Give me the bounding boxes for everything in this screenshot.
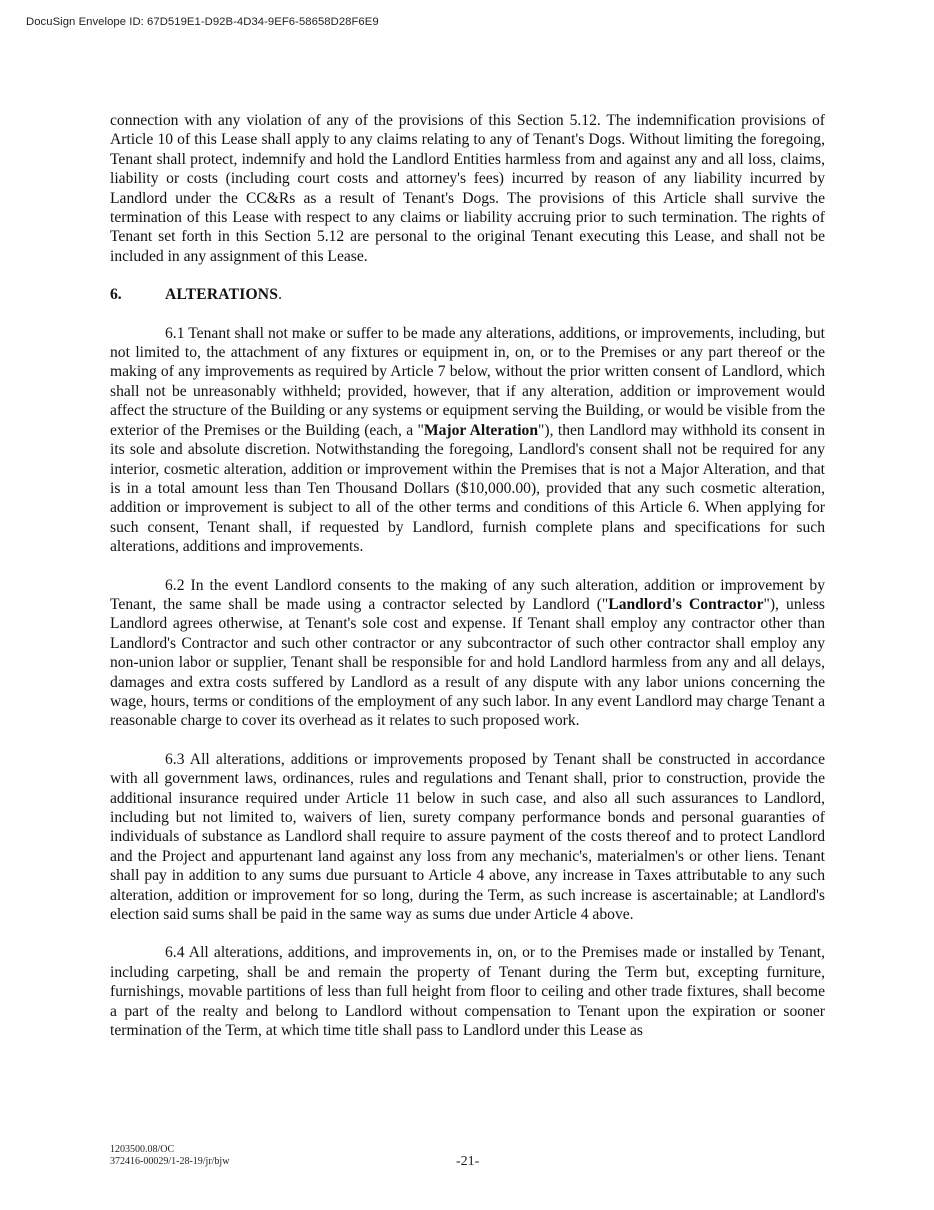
footer-document-reference xyxy=(110,1144,229,1168)
docusign-envelope-id: DocuSign Envelope ID: 67D519E1-D92B-4D34-9EF6-58658D28F6E9 xyxy=(26,16,379,28)
paragraph-6-1-text-after: "), then Landlord may withhold its consent in its sole and absolute discretion. Notwithstanding the foregoing, Landlord's consent shall not be required for any interior, cosmetic alteration, addition or improvement within the Premises that is not a Major Alteration, and that is in a total amount less than Ten Thousand Dollars ($10,000.00), provided that any such cosmetic alteration, addition or improvement is subject to all of the other terms and conditions of this Article 6. When applying for such consent, Tenant shall, if requested by Landlord, furnish complete plans and specifications for such alterations, additions and improvements. xyxy=(110,421,826,556)
paragraph-6-4: 6.4 All alterations, additions, and improvements in, on, or to the Premises made or installed by Tenant, including carpeting, shall be and remain the property of Tenant during the Term but, excepting furniture, furnishings, movable partitions of less than full height from floor to ceiling and other trade fixtures, shall become a part of the realty and belong to Landlord without compensation to Tenant upon the expiration or sooner termination of the Term, at which time title shall pass to Landlord under this Lease as xyxy=(110,944,825,1040)
section-title: ALTERATIONS xyxy=(165,286,279,304)
paragraph-6-3: 6.3 All alterations, additions or improvements proposed by Tenant shall be constructed in accordance with all government laws, ordinances, rules and regulations and Tenant shall, prior to construction, provide the additional insurance required under Article 11 below in such case, and also all such assurances to Landlord, including but not limited to, waivers of lien, surety company performance bonds and personal guaranties of individuals of substance as Landlord shall require to assure payment of the costs thereof and to protect Landlord and the Project and appurtenant land against any loss from any mechanic's, materialmen's or other liens. Tenant shall pay in addition to any sums due pursuant to Article 4 above, any increase in Taxes attributable to any such alteration, addition or improvement for so long, during the Term, as such increase is ascertainable; at Landlord's election said sums shall be paid in the same way as sums due under Article 4 above. xyxy=(110,750,825,924)
page-number: -21- xyxy=(456,1154,480,1169)
section-number: 6. xyxy=(110,286,122,304)
paragraph-6-1-text-before: 6.1 Tenant shall not make or suffer to be made any alterations, additions, or improvements, including, but not limited to, the attachment of any fixtures or equipment in, on, or to the Premises or any part thereof or the making of any improvements as required by Article 7 below, without the prior written consent of Landlord, which shall not be unreasonably withheld; provided, however, that if any alteration, addition or improvement would affect the structure of the Building or any systems or equipment serving the Building, or would be visible from the exterior of the Premises or the Building (each, a " xyxy=(110,324,825,439)
paragraph-6-1 xyxy=(110,324,825,557)
paragraph-5-12-continuation: connection with any violation of any of the provisions of this Section 5.12. The indemnification provisions of Article 10 of this Lease shall apply to any claims relating to any of Tenant's Dogs. Without limiting the foregoing, Tenant shall protect, indemnify and hold the Landlord Entities harmless from and against any and all loss, claims, liability or costs (including court costs and attorney's fees) incurred by reason of any liability incurred by Landlord under the CC&Rs as a result of Tenant's Dogs. The provisions of this Article shall survive the termination of this Lease with respect to any claims or liability accruing prior to such termination. The rights of Tenant set forth in this Section 5.12 are personal to the original Tenant executing this Lease, and shall not be included in any assignment of this Lease. xyxy=(110,112,825,265)
section-heading-alterations xyxy=(110,285,825,304)
footer-doc-number: 1203500.08/OC xyxy=(110,1144,175,1155)
paragraph-6-2 xyxy=(110,576,825,731)
defined-term-landlords-contractor: Landlord's Contractor xyxy=(608,595,764,613)
section-title-period: . xyxy=(278,286,283,304)
footer-matter-reference: 372416-00029/1-28-19/jr/bjw xyxy=(110,1156,230,1167)
paragraph-6-2-text-after: "), unless Landlord agrees otherwise, at Tenant's sole cost and expense. If Tenant shall employ any contractor other than Landlord's Contractor and such other contractor or any subcontractor of such other contractor shall employ any non-union labor or supplier, Tenant shall be responsible for and hold Landlord harmless from any and all delays, damages and extra costs suffered by Landlord as a result of any dispute with any labor unions concerning the wage, hours, terms or conditions of the employment of any such labor. In any event Landlord may charge Tenant a reasonable charge to cover its overhead as it relates to such proposed work. xyxy=(110,595,826,730)
paragraph-6-2-text-before: 6.2 In the event Landlord consents to the making of any such alteration, addition or improvement by Tenant, the same shall be made using a contractor selected by Landlord (" xyxy=(110,576,825,613)
document-body xyxy=(110,111,825,1059)
defined-term-major-alteration: Major Alteration xyxy=(423,421,539,439)
